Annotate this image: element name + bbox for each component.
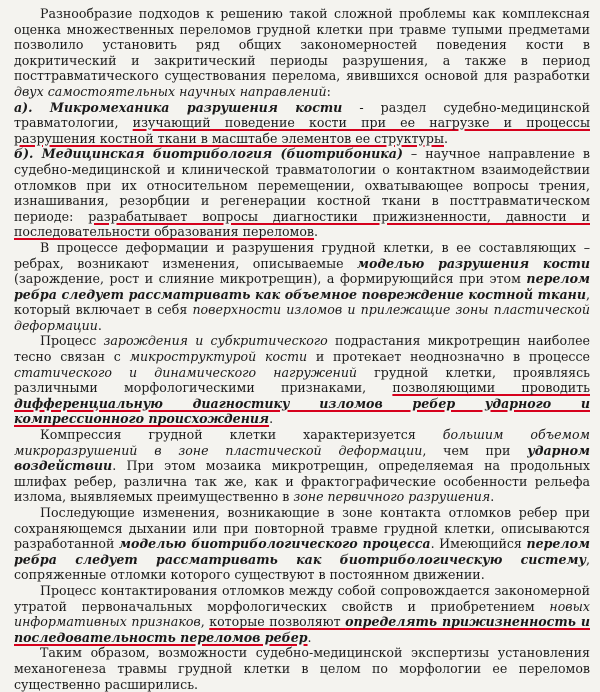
biotribology-model-term: моделью биотрибологического процесса <box>119 536 431 552</box>
micromechanics-term: а). Микромеханика разрушения кости <box>14 99 343 115</box>
fracture-model-term: моделью разрушения кости <box>356 255 590 271</box>
directions-phrase: двух самостоятельных научных направлений <box>14 83 327 99</box>
volumetric-damage-term: перелом ребра следует рассматривать как объемное повреждение костной ткани <box>14 271 590 302</box>
paragraph-compression: Компрессия грудной клетки характеризуется большим объемом микроразрушений в зоне пластической деформации, чем при ударном воздействии. При этом мозаика микротрещин, определяемая на продольных шлифах ребер, различна так же, как и фрактографические особенности рельефа излома, выявляемых преимущественно в зоне первичного разрушения. <box>14 427 590 505</box>
paragraph-deformation: В процессе деформации и разрушения грудной клетки, в ее составляющих – ребрах, возникают изменения, описываемые моделью разрушения кости (зарождение, рост и слияние микротрещин), а формирующийся при этом перелом ребра следует рассматривать как объемное повреждение костной ткани, который включает в себя поверхности изломов и прилежащие зоны пластической деформации. <box>14 239 590 333</box>
micromechanics-highlight: изучающий поведение кости при ее нагрузке и процессы разрушения костной ткани в масштабе элементов ее структуры <box>14 115 590 146</box>
paragraph-contact: Процесс контактирования отломков между собой сопровождается закономерной утратой первоначальных морфологических свойств и приобретением новых информативных признаков, которые позволяют определять прижизненность и последовательность переломов ребер. <box>14 582 590 645</box>
paragraph-intro: Разнообразие подходов к решению такой сложной проблемы как комплексная оценка множественных переломов грудной клетки при травме тупыми предметами позволило установить ряд общих закономерностей поведения кости в докритический и закритический периоды разрушения, а также в период посттравматического существования перелома, явившихся основой для разработки двух самостоятельных научных направлений: <box>14 6 590 99</box>
differential-diagnosis-highlight: дифференциальную диагностику изломов ребер ударного и компрессионного происхождения <box>14 395 590 427</box>
vitality-sequence-highlight: определять прижизненность и последовательность переломов ребер <box>14 614 590 645</box>
paragraph-biotribology: б). Медицинская биотрибология (биотрибоника) – научное направление в судебно-медицинской и клинической травматологии о контактном взаимодействии отломков при их относительном перемещении, охватывающее вопросы трения, изнашивания, резорбции и регенерации костной ткани в посттравматическом периоде: разрабатывает вопросы диагностики прижизненности, давности и последовательности образования переломов. <box>14 146 590 240</box>
biotribology-highlight: разрабатывает вопросы диагностики прижизненности, давности и последовательности образования переломов <box>14 208 590 240</box>
impact-term: ударном воздействии <box>14 442 590 474</box>
paragraph-subsequent-changes: Последующие изменения, возникающие в зоне контакта отломков ребер при сохраняющемся дыхании или при повторной травме грудной клетки, описываются разработанной моделью биотрибологического процесса. Имеющийся перелом ребра следует рассматривать как биотрибологическую систему, сопряженные отломки которого существуют в постоянном движении. <box>14 505 591 583</box>
paragraph-micromechanics: а). Микромеханика разрушения кости - раздел судебно-медицинской травматологии, изучающий поведение кости при ее нагрузке и процессы разрушения костной ткани в масштабе элементов ее структуры. <box>14 99 590 146</box>
paragraph-microcracks: Процесс зарождения и субкритического подрастания микротрещин наиболее тесно связан с микроструктурой кости и протекает неоднозначно в процессе статического и динамического нагружений грудной клетки, проявляясь различными морфологическими признаками, позволяющими проводить дифференциальную диагностику изломов ребер ударного и компрессионного происхождения. <box>14 333 590 427</box>
biotribology-term: б). Медицинская биотрибология (биотрибоника) <box>14 146 403 162</box>
paragraph-conclusion: Таким образом, возможности судебно-медицинской экспертизы установления механогенеза травмы грудной клетки в целом по морфологии ее переломов существенно расширились. <box>14 645 590 692</box>
biotribology-system-term: перелом ребра следует рассматривать как биотрибологическую систему <box>14 536 591 567</box>
